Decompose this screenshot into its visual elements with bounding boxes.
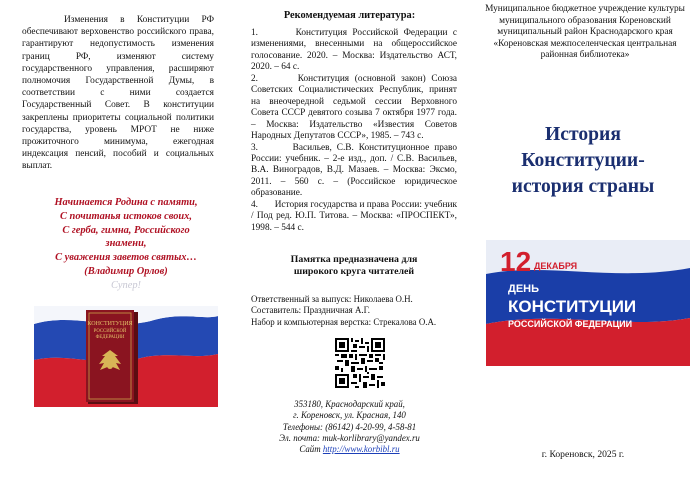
middle-panel (233, 0, 466, 495)
left-panel (0, 0, 233, 495)
book-title-line: ФЕДЕРАЦИИ (95, 335, 125, 340)
organization-name: Муниципальное бюджетное учреждение культуры муниципального образования Кореновский муниципальный район Краснодарского края «Кореновская межпоселенческая центральная районная библиотека» (485, 4, 685, 61)
faded-caption: Супер! (110, 279, 141, 291)
poem-line: С герба, гимна, Российского (62, 224, 190, 236)
credit-line: Составитель: Праздничная А.Г. (251, 305, 370, 316)
brochure-title (466, 122, 700, 200)
right-panel (466, 0, 700, 495)
credits (251, 294, 461, 328)
poem-author: (Владимир Орлов) (84, 265, 168, 277)
book-title-line: КОНСТИТУЦИЯ (87, 321, 133, 327)
poem-line: Начинается Родина с памяти, (54, 197, 198, 208)
literature-item: 4. История государства и права России: учебник / Под ред. Ю.П. Титова. – Москва: «ПРОСПЕКТ», 1998. – 544 с. (251, 199, 457, 233)
audience-note-line: Памятка предназначена для (290, 254, 418, 265)
site-link[interactable]: http://www.korbibl.ru (322, 444, 400, 455)
banner-line-constitution: КОНСТИТУЦИИ (508, 297, 637, 316)
banner-line-day: ДЕНЬ (508, 283, 540, 295)
flag-and-book-illustration (34, 306, 218, 407)
credit-line: Ответственный за выпуск: Николаева О.Н. (251, 294, 413, 304)
poem-line: С почитанья истоков своих, (60, 210, 192, 222)
poem-line: С уважения заветов святых… (55, 252, 197, 264)
contacts (233, 399, 466, 455)
literature-heading: Рекомендуемая литература: (283, 10, 416, 21)
literature-list (251, 28, 457, 234)
email-line: Эл. почта: muk-korlibrary@yandex.ru (279, 432, 420, 443)
site-label: Сайт (299, 444, 323, 455)
flag-banner (486, 240, 690, 366)
site-line (233, 444, 466, 455)
audience-note-line: широкого круга читателей (293, 266, 415, 278)
poem-line: знамени, (105, 238, 147, 250)
poem (34, 196, 218, 293)
city-year: г. Кореновск, 2025 г. (541, 449, 625, 460)
constitution-day-banner (486, 240, 690, 366)
title-line: история страны (511, 176, 655, 197)
book-title-line: РОССИЙСКОЙ (93, 329, 127, 334)
address-line: г. Кореновск, ул. Красная, 140 (293, 410, 406, 421)
qr-code[interactable] (335, 338, 385, 388)
literature-item: 1. Конституция Российской Федерации с изменениями, внесенными на общероссийское голосование. 2020. – Москва: Издательство АСТ, 2020. – 64 с. (251, 28, 457, 73)
qr-code-icon (335, 338, 385, 388)
address-line: 353180, Краснодарский край, (294, 399, 405, 409)
literature-item: 3. Васильев, С.В. Конституционное право России: учебник. – 2-е изд., доп. / С.В. Васильев, В.А. Виноградов, В.Д. Мазаев. – Москва: Эксмо, 2011. – 560 с. – (Российское юридическое образование. (251, 142, 457, 199)
audience-note (251, 254, 457, 279)
constitution-book-photo (34, 306, 218, 407)
title-line: История (545, 124, 621, 145)
banner-day: 12 (500, 246, 532, 277)
banner-month: ДЕКАБРЯ (534, 261, 578, 271)
literature-item: 2. Конституция (основной закон) Союза Советских Социалистических Республик, принят на внеочередной седьмой сессии Верховного Совета СССР девятого созыва 7 октября 1977 года. – Москва: Издательство «Известия Советов Народных Депутатов СССР», 1985. – 743 с. (251, 73, 457, 142)
banner-line-federation: РОССИЙСКОЙ ФЕДЕРАЦИИ (508, 319, 633, 329)
intro-paragraph: Изменения в Конституции РФ обеспечивают верховенство российского права, гарантируют недопустимость изменения границ РФ, изменяют систему государственного управления, расширяют полномочия Государственной Думы, в соответствии с ними создается Государственный Совет. В конституции закреплены приоритеты социальной политики государства, уровень МРОТ не ниже прожиточного минимума, ежегодная индексация пенсий, пособий и социальных выплат. (22, 15, 214, 172)
phone-line: Телефоны: (86142) 4-20-99, 4-58-81 (282, 421, 417, 432)
credit-line: Набор и компьютерная верстка: Стрекалова О.А. (251, 316, 437, 327)
title-line: Конституции- (521, 150, 645, 171)
